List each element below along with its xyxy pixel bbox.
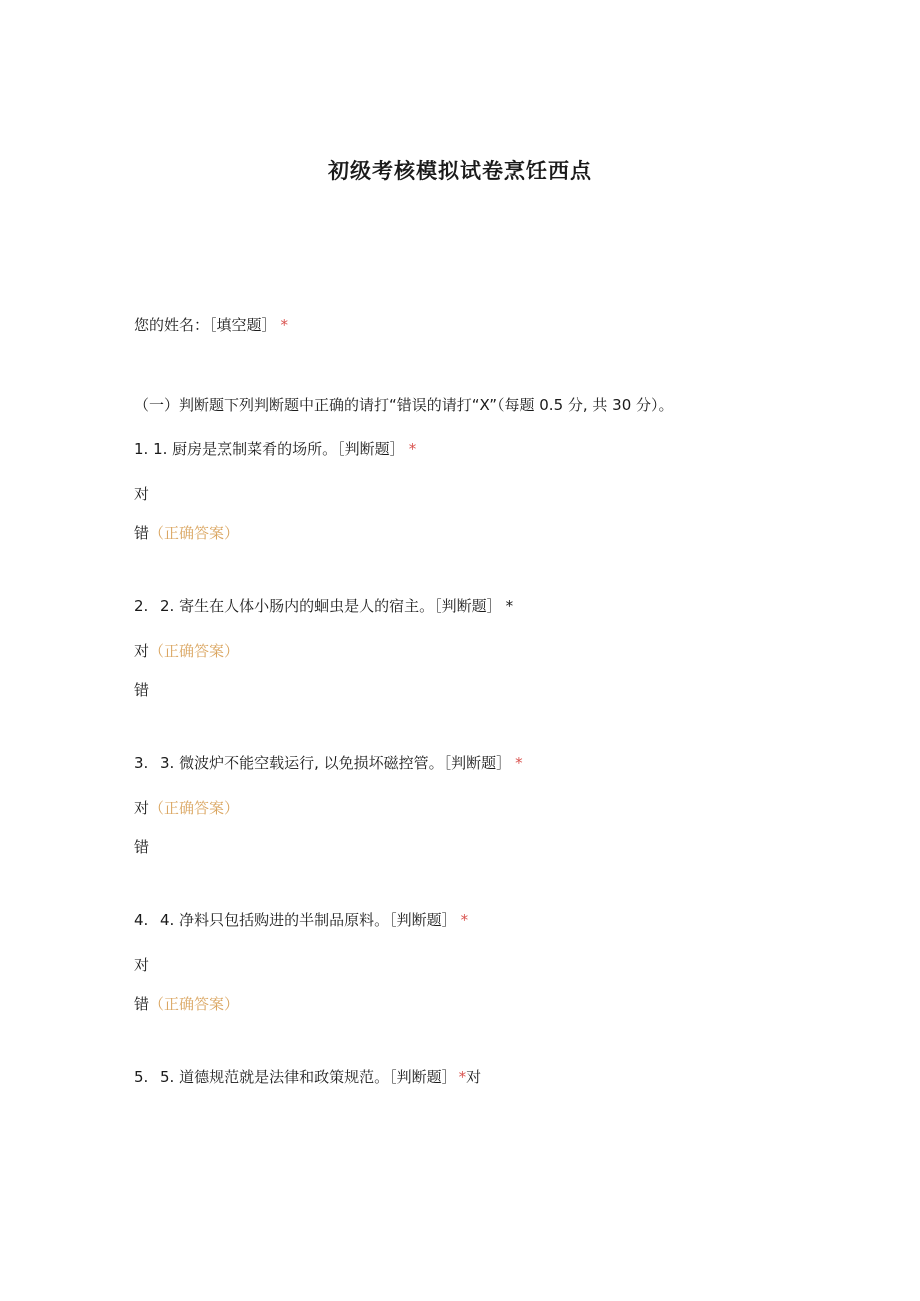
option-label: 对 xyxy=(134,485,150,503)
question-4 xyxy=(134,909,468,931)
question-text: 2. 寄生在人体小肠内的蛔虫是人的宿主。［判断题］ xyxy=(160,597,502,615)
required-marker: * xyxy=(458,1068,467,1086)
option-label: 错 xyxy=(134,838,150,856)
option-label: 对 xyxy=(134,956,150,974)
question-text: 3. 微波炉不能空载运行, 以免损坏磁控管。［判断题］ xyxy=(160,754,512,772)
required-marker: * xyxy=(408,440,417,458)
name-question-label: 您的姓名：［填空题］ xyxy=(134,316,277,334)
required-marker: * xyxy=(280,316,289,334)
question-5 xyxy=(134,1066,481,1088)
option-true[interactable] xyxy=(134,483,149,505)
option-true-inline[interactable]: 对 xyxy=(466,1068,482,1086)
page-title: 初级考核模拟试卷烹饪西点 xyxy=(328,159,592,183)
option-true[interactable] xyxy=(134,640,239,662)
question-1 xyxy=(134,438,416,460)
option-label: 错 xyxy=(134,681,150,699)
question-number: 3. xyxy=(134,754,149,772)
question-2 xyxy=(134,595,513,617)
option-false[interactable] xyxy=(134,836,149,858)
question-number: 4. xyxy=(134,911,149,929)
option-label: 对 xyxy=(134,642,150,660)
option-false[interactable] xyxy=(134,679,149,701)
correct-answer-marker: （正确答案） xyxy=(149,995,240,1013)
question-text: 4. 净料只包括购进的半制品原料。［判断题］ xyxy=(160,911,457,929)
question-text: 1. 厨房是烹制菜肴的场所。［判断题］ xyxy=(153,440,405,458)
required-marker: * xyxy=(505,597,514,615)
required-marker: * xyxy=(460,911,469,929)
question-number: 2. xyxy=(134,597,149,615)
option-false[interactable] xyxy=(134,522,239,544)
option-label: 错 xyxy=(134,524,150,542)
question-text: 5. 道德规范就是法律和政策规范。［判断题］ xyxy=(160,1068,457,1086)
question-number: 5. xyxy=(134,1068,149,1086)
correct-answer-marker: （正确答案） xyxy=(149,799,240,817)
section-heading: （一）判断题下列判断题中正确的请打“错误的请打“X”（每题 0.5 分, 共 30 分）。 xyxy=(134,396,674,414)
question-number: 1. xyxy=(134,440,149,458)
name-question xyxy=(134,314,288,336)
correct-answer-marker: （正确答案） xyxy=(149,642,240,660)
option-label: 对 xyxy=(134,799,150,817)
option-label: 错 xyxy=(134,995,150,1013)
option-true[interactable] xyxy=(134,954,149,976)
question-3 xyxy=(134,752,523,774)
option-false[interactable] xyxy=(134,993,239,1015)
correct-answer-marker: （正确答案） xyxy=(149,524,240,542)
required-marker: * xyxy=(515,754,523,772)
option-true[interactable] xyxy=(134,797,239,819)
